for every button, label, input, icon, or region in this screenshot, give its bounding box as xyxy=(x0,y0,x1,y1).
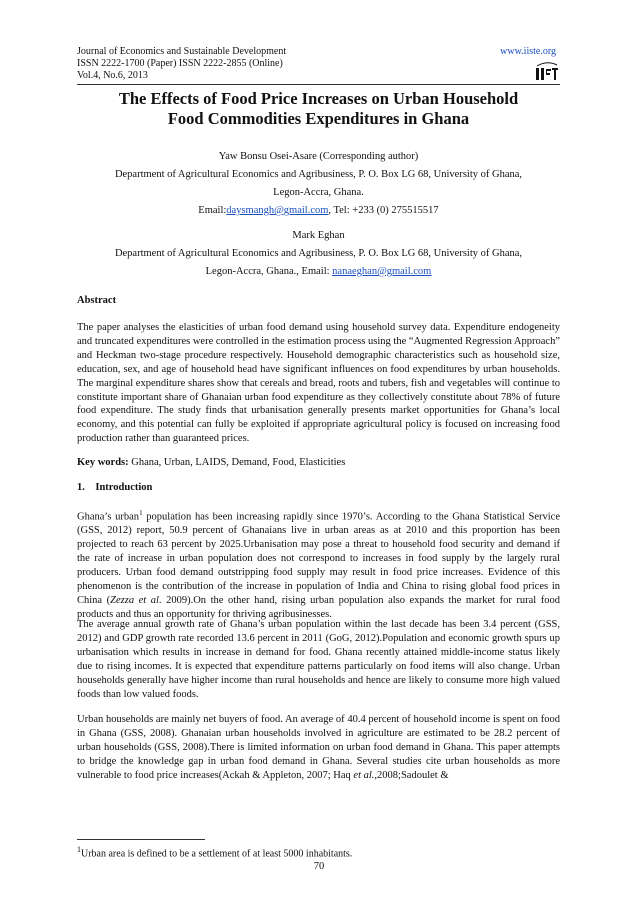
intro-p1-text-a: Ghana’s urban xyxy=(77,511,140,523)
author1-name: Yaw Bonsu Osei-Asare (Corresponding author) xyxy=(218,151,419,162)
intro-p1-text-b: population has been increasing rapidly since 1970’s. According to the Ghana Statistical Service (GSS, 2012) report, 50.9 percent of Ghanaians live in urban areas as at 2010 and this proportion has been projected to reach 63 percent by 2025.Urbanisation may pose a threat to household food security and demand if the rate of increase in urban population does not correspond to increases in food supply by the largely rural producers. Urban food demand outstripping food supply may result in food price increases. Evidence of this phenomenon is the contribution of the increase in population of India and China to rising global food prices in China ( xyxy=(77,511,560,606)
intro-paragraph-3 xyxy=(77,713,560,783)
introduction-heading: 1. Introduction xyxy=(77,482,153,493)
issn: ISSN 2222-1700 (Paper) ISSN 2222-2855 (Online) xyxy=(77,58,283,69)
intro-p3-text-a: Urban households are mainly net buyers of food. An average of 40.4 percent of household income is spent on food in Ghana (GSS, 2008). Ghanaian urban households involved in agriculture are estimated to be 28.2 percent of urban households (GSS, 2008).There is limited information on urban food demand in Ghana. This paper attempts to bridge the knowledge gap in urban food demand in Ghana. Several studies cite urban households as more vulnerable to food price increases(Ackah & Appleton, 2007; Haq xyxy=(77,714,560,781)
author1-tel: , Tel: +233 (0) 275515517 xyxy=(328,205,439,216)
intro-p1-text-c: . 2009).On the other hand, rising urban population also expands the market for rural food products and thus an opportunity for thriving agribusinesses. xyxy=(77,594,561,620)
intro-p3-italic: et al. xyxy=(353,769,375,781)
footnote-mark: 1 xyxy=(77,845,81,854)
intro-paragraph-1 xyxy=(77,507,560,622)
author2-name: Mark Eghan xyxy=(292,230,345,241)
page-number: 70 xyxy=(313,861,325,872)
abstract-text: The paper analyses the elasticities of urban food demand using household survey data. Expenditure endogeneity and truncated expenditures were controlled in the estimation process using the “Augmented Regression Approach” and Heckman two-stage procedure respectively. Household demographic characteristics such as household size, education, sex, and age of household head have significant influences on food expenditures by urban households. The marginal expenditure shares show that cereals and bread, roots and tubers, fish and vegetables will continue to constitute important share of Ghanaian urban food expenditure as they collectively constitute about 78% of future food expenditure. The study finds that urbanisation generally presents market opportunities for Ghana’s local economy, and this potential can fully be exploited if appropriate agricultural policy is focused on increasing food production rather than guaranteed prices. xyxy=(77,322,560,445)
iiste-logo-icon xyxy=(534,62,560,82)
keywords-text: Ghana, Urban, LAIDS, Demand, Food, Elasticities xyxy=(128,457,346,468)
footnote-rule xyxy=(77,839,205,840)
abstract-heading: Abstract xyxy=(77,295,117,306)
paper-title-line-1: The Effects of Food Price Increases on Urban Household xyxy=(118,89,519,108)
header-rule xyxy=(77,84,560,85)
keywords-label: Key words: xyxy=(77,457,129,468)
author2-place: Legon-Accra, Ghana., Email: xyxy=(205,266,333,277)
keywords xyxy=(77,456,560,470)
journal-name: Journal of Economics and Sustainable Development xyxy=(77,46,287,57)
author1-contact xyxy=(77,204,560,217)
author1-email-link[interactable]: daysmangh@gmail.com xyxy=(226,205,329,216)
footnote-text: Urban area is defined to be a settlement of at least 5000 inhabitants. xyxy=(81,848,353,860)
intro-paragraph-2: The average annual growth rate of Ghana’s urban population within the last decade has been 3.4 percent (GSS, 2012) and GDP growth rate recorded 13.6 percent in 2011 (GoG, 2012).Population and economic growth spurs up urbanisation which results in increase in demand for food. Ghana recently attained middle-income status likely due to rising incomes. It is expected that expenditure patterns particularly on food items will also change. Urban households generally have higher income than rural households and hence are likely to consume more high valued foods than low valued foods. xyxy=(77,619,560,700)
footnote xyxy=(77,845,352,859)
paper-title-line-2: Food Commodities Expenditures in Ghana xyxy=(167,109,470,128)
intro-p3-text-b: ,2008;Sadoulet & xyxy=(374,769,449,781)
author2-email-link[interactable]: nanaeghan@gmail.com xyxy=(332,266,432,277)
journal-url-link[interactable]: www.iiste.org xyxy=(500,46,556,57)
author2-contact xyxy=(77,265,560,278)
intro-p1-italic: Zezza et al xyxy=(110,594,159,606)
volume: Vol.4, No.6, 2013 xyxy=(77,70,148,81)
author1-department: Department of Agricultural Economics and Agribusiness, P. O. Box LG 68, University of Ghana, xyxy=(114,169,523,180)
author1-email-label: Email: xyxy=(198,205,227,216)
footnote-ref: 1 xyxy=(139,509,143,517)
author1-place: Legon-Accra, Ghana. xyxy=(273,187,364,198)
author2-department: Department of Agricultural Economics and Agribusiness, P. O. Box LG 68, University of Ghana, xyxy=(114,248,523,259)
